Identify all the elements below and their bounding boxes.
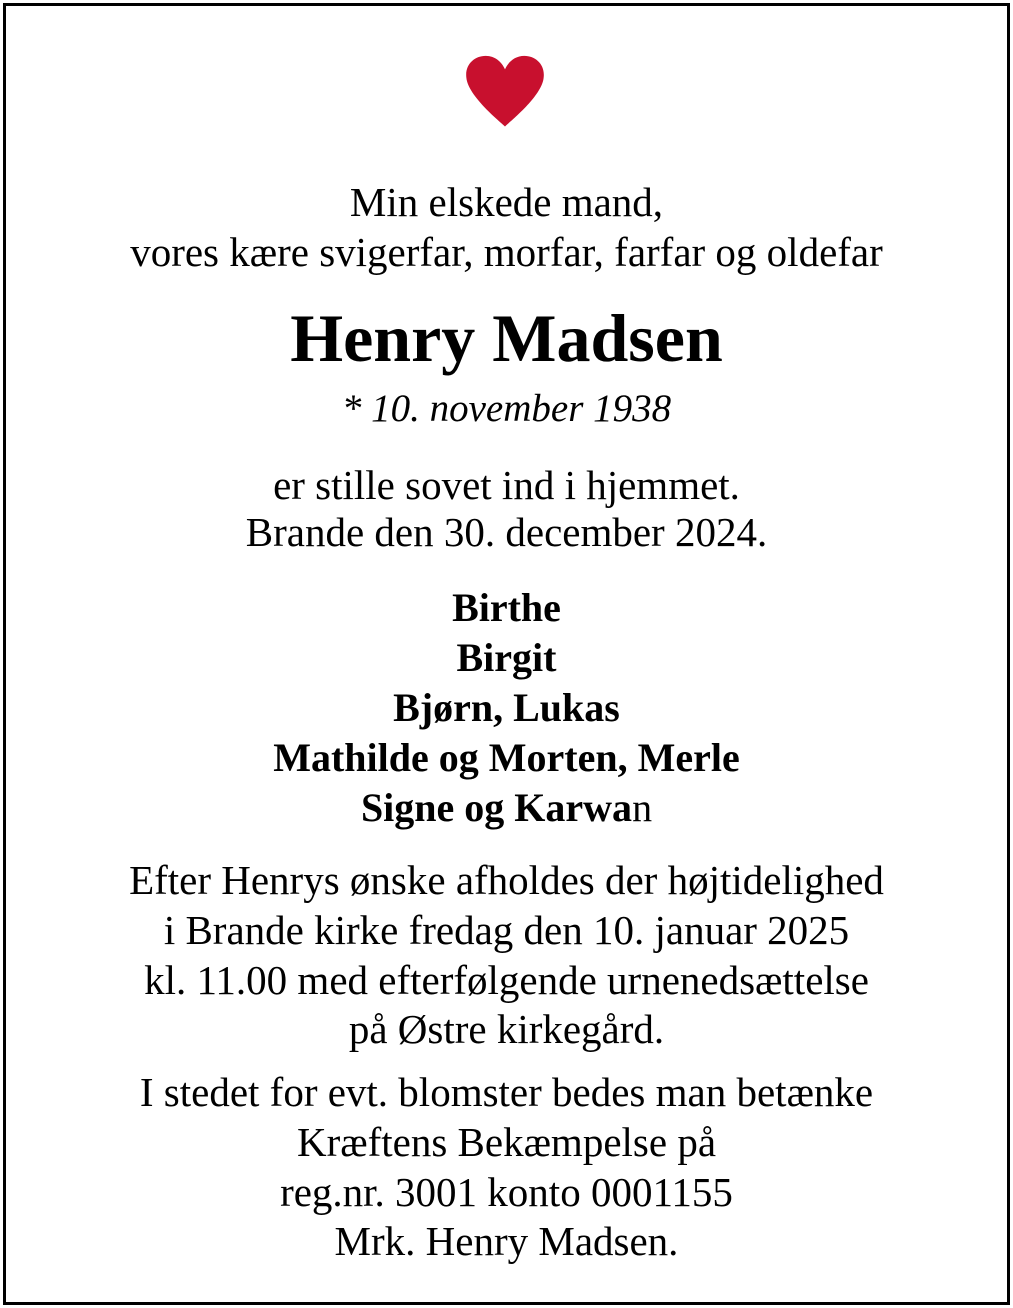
- deceased-name: Henry Madsen: [290, 300, 723, 376]
- ceremony-line-4: på Østre kirkegård.: [348, 1006, 665, 1052]
- intro-line-1: Min elskede mand,: [349, 179, 664, 225]
- family-member: Birthe: [452, 585, 561, 630]
- family-last-plain: n: [632, 785, 653, 830]
- family-member-last: [0, 784, 1013, 831]
- family-member: Birgit: [456, 635, 557, 680]
- donation-line-4: Mrk. Henry Madsen.: [334, 1218, 679, 1264]
- family-member: Mathilde og Morten, Merle: [273, 735, 740, 780]
- family-last-bold: Signe og Karwa: [360, 785, 633, 830]
- ceremony-line-3: kl. 11.00 med efterfølgende urnenedsættelse: [144, 957, 869, 1003]
- ceremony-line-1: Efter Henrys ønske afholdes der højtidelighed: [129, 857, 884, 903]
- birth-date: * 10. november 1938: [341, 387, 672, 430]
- intro-line-2: vores kære svigerfar, morfar, farfar og oldefar: [130, 229, 883, 275]
- family-member: Bjørn, Lukas: [393, 685, 620, 730]
- donation-line-3: reg.nr. 3001 konto 0001155: [280, 1169, 733, 1215]
- donation-line-2: Kræftens Bekæmpelse på: [296, 1119, 717, 1165]
- donation-line-1: I stedet for evt. blomster bedes man betænke: [139, 1069, 874, 1115]
- death-line-1: er stille sovet ind i hjemmet.: [273, 462, 740, 508]
- heart-icon: [463, 54, 547, 130]
- death-line-2: Brande den 30. december 2024.: [245, 509, 768, 555]
- ceremony-line-2: i Brande kirke fredag den 10. januar 2025: [163, 907, 850, 953]
